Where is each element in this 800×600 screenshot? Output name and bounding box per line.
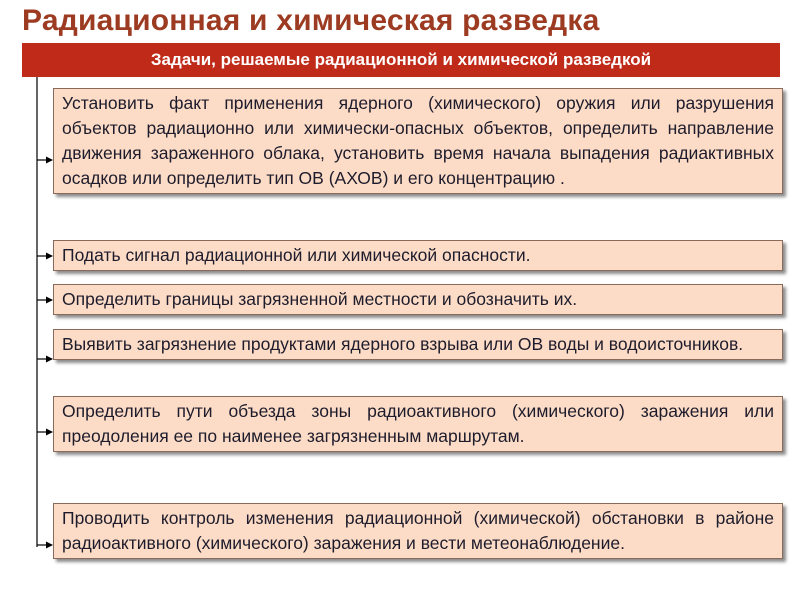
task-box-1: Установить факт применения ядерного (химического) оружия или разрушения объектов радиационно или химически-опасных объектов, определить направление движения зараженного облака, установить время начала выпадения радиактивных осадков или определить тип ОВ (АХОВ) и его концентрацию . bbox=[53, 88, 783, 194]
task-box-2: Подать сигнал радиационной или химической опасности. bbox=[53, 240, 783, 271]
task-box-3: Определить границы загрязненной местности и обозначить их. bbox=[53, 284, 783, 315]
task-box-6: Проводить контроль изменения радиационной (химической) обстановки в районе радиоактивного (химического) заражения и вести метеонаблюдение. bbox=[53, 503, 783, 559]
header-label: Задачи, решаемые радиационной и химической разведкой bbox=[150, 50, 652, 69]
task-box-5: Определить пути объезда зоны радиоактивного (химического) заражения или преодоления ее по наименее загрязненным маршрутам. bbox=[53, 396, 783, 452]
page-title: Радиационная и химическая разведка bbox=[22, 4, 600, 37]
task-box-4: Выявить загрязнение продуктами ядерного взрыва или ОВ воды и водоисточников. bbox=[53, 329, 783, 360]
